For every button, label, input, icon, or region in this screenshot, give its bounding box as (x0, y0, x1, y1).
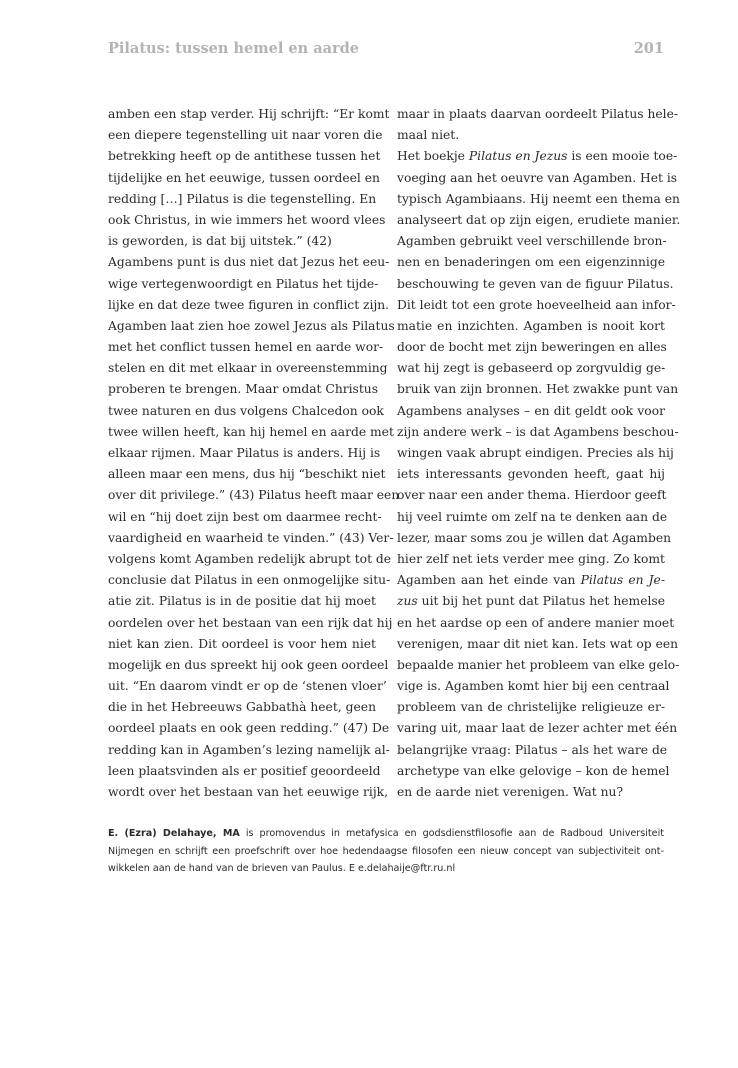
text-line: probleem van de christelijke religieuze er- (397, 700, 665, 715)
text-line (397, 570, 665, 591)
author-note (108, 825, 664, 878)
text-line: lezer, maar soms zou je willen dat Agamben (397, 530, 672, 545)
text-line: leen plaatsvinden als er positief geoordeeld (108, 763, 381, 778)
text-line: twee naturen en dus volgens Chalcedon ook (108, 403, 384, 418)
text-line: ook Christus, in wie immers het woord vlees (108, 212, 386, 227)
text-line: matie en inzichten. Agamben is nooit kort (397, 318, 665, 333)
text-line: maal niet. (397, 128, 460, 143)
text-line: over dit privilege.” (43) Pilatus heeft maar een (108, 488, 400, 503)
text-line: volgens komt Agamben redelijk abrupt tot de (108, 551, 392, 566)
text-line: en het aardse op een of andere manier moet (397, 615, 675, 630)
text-line: en de aarde niet verenigen. Wat nu? (397, 785, 624, 799)
book-title-italic: Pilatus en Je- (580, 573, 665, 588)
text-line: wingen vaak abrupt eindigen. Precies als hij (397, 446, 674, 460)
text-line: is geworden, is dat bij uitstek.” (42) (108, 234, 332, 249)
text-line: zijn andere werk – is dat Agambens beschou- (397, 424, 679, 439)
left-column (108, 104, 400, 803)
text-line: tijdelijke en het eeuwige, tussen oordeel en (108, 170, 380, 185)
text-line: vaardigheid en waarheid te vinden.” (43) Ver- (108, 530, 394, 545)
text-line: oordeel plaats en ook geen redding.” (47) De (108, 721, 390, 736)
running-title: Pilatus: tussen hemel en aarde (108, 40, 360, 57)
text-line: oordelen over het bestaan van een rijk dat hij (108, 615, 393, 630)
text-line: hier zelf net iets verder mee ging. Zo komt (397, 551, 665, 566)
text-line: belangrijke vraag: Pilatus – als het ware de (397, 742, 668, 757)
text-line: varing uit, maar laat de lezer achter met één (397, 721, 678, 736)
text-line: maar in plaats daarvan oordeelt Pilatus hele- (397, 107, 679, 121)
text-line: met het conflict tussen hemel en aarde wor- (108, 340, 384, 355)
text-line: amben een stap verder. Hij schrijft: “Er komt (108, 107, 390, 121)
author-name: E. (Ezra) Delahaye, MA (108, 828, 240, 839)
book-title-italic: Pilatus en Jezus (468, 149, 568, 164)
book-title-italic: zus (397, 594, 418, 609)
text-line: wat hij zegt is gebaseerd op zorgvuldig ge- (397, 361, 666, 376)
running-header (108, 40, 664, 62)
text-line: stelen en dit met elkaar in overeenstemming (108, 361, 388, 376)
text-run: uit bij het punt dat Pilatus het hemelse (417, 594, 665, 609)
text-line: door de bocht met zijn beweringen en alles (397, 340, 667, 355)
text-run: Het boekje (397, 149, 469, 164)
text-line (397, 591, 665, 612)
text-line: analyseert dat op zijn eigen, erudiete manier. (397, 212, 681, 227)
text-line (397, 146, 678, 167)
note-line: wikkelen aan de hand van de brieven van Paulus. E e.delahaije@ftr.ru.nl (108, 863, 456, 874)
text-line: nen en benaderingen om een eigenzinnige (397, 255, 665, 270)
text-line: lijke en dat deze twee figuren in conflict zijn. (108, 297, 390, 312)
text-line: bruik van zijn bronnen. Het zwakke punt van (397, 382, 679, 397)
text-line: Dit leidt tot een grote hoeveelheid aan infor- (397, 297, 676, 312)
right-column (397, 104, 681, 803)
text-line: iets interessants gevonden heeft, gaat hij (397, 467, 665, 482)
note-line (108, 825, 664, 843)
note-line: Nijmegen en schrijft een proefschrift over hoe hedendaagse filosofen een nieuw concept van subjectiviteit ont- (108, 845, 664, 857)
text-line: archetype van elke gelovige – kon de hemel (397, 763, 670, 778)
text-line: alleen maar een mens, dus hij “beschikt niet (108, 467, 386, 482)
text-line: redding […] Pilatus is die tegenstelling. En (108, 191, 377, 206)
text-line: atie zit. Pilatus is in de positie dat hij moet (108, 594, 376, 609)
text-line: typisch Agambiaans. Hij neemt een thema en (397, 191, 680, 206)
text-line: uit. “En daarom vindt er op de ‘stenen vloer’ (108, 679, 387, 694)
text-line: wige vertegenwoordigt en Pilatus het tijde- (108, 276, 379, 291)
text-line: redding kan in Agamben’s lezing namelijk al- (108, 742, 390, 757)
text-line: wordt over het bestaan van het eeuwige rijk, (108, 785, 389, 799)
text-line: proberen te brengen. Maar omdat Christus (108, 382, 379, 397)
text-run: is een mooie toe- (567, 149, 678, 164)
text-line: een diepere tegenstelling uit naar voren die (108, 128, 383, 143)
text-line: verenigen, maar dit niet kan. Iets wat op een (397, 636, 679, 651)
text-line: niet kan zien. Dit oordeel is voor hem niet (108, 636, 376, 651)
text-line: vige is. Agamben komt hier bij een centraal (397, 679, 670, 694)
text-line: betrekking heeft op de antithese tussen het (108, 149, 381, 164)
text-line: over naar een ander thema. Hierdoor geeft (397, 488, 667, 503)
text-line: die in het Hebreeuws Gabbathà heet, geen (108, 700, 376, 715)
text-run: Agamben aan het einde van (397, 573, 581, 588)
text-line: Agamben gebruikt veel verschillende bron- (397, 234, 667, 249)
text-line: wil en “hij doet zijn best om daarmee recht- (108, 509, 382, 524)
text-line: mogelijk en dus spreekt hij ook geen oordeel (108, 657, 389, 672)
text-line: twee willen heeft, kan hij hemel en aarde met (108, 424, 394, 439)
text-line: elkaar rijmen. Maar Pilatus is anders. Hij is (108, 446, 381, 460)
text-line: voeging aan het oeuvre van Agamben. Het is (397, 170, 678, 185)
text-line: Agambens punt is dus niet dat Jezus het eeu- (108, 255, 390, 270)
text-line: bepaalde manier het probleem van elke gelo- (397, 657, 680, 672)
text-line: beschouwing te geven van de figuur Pilatus. (397, 276, 674, 291)
text-line: hij veel ruimte om zelf na te denken aan de (397, 509, 668, 524)
text-run: is promovendus in metafysica en godsdienstfilosofie aan de Radboud Universiteit (239, 828, 664, 839)
text-line: Agamben laat zien hoe zowel Jezus als Pilatus (108, 318, 395, 333)
text-line: conclusie dat Pilatus in een onmogelijke situ- (108, 573, 391, 588)
page-number: 201 (633, 40, 664, 57)
text-line: Agambens analyses – en dit geldt ook voor (397, 403, 665, 418)
